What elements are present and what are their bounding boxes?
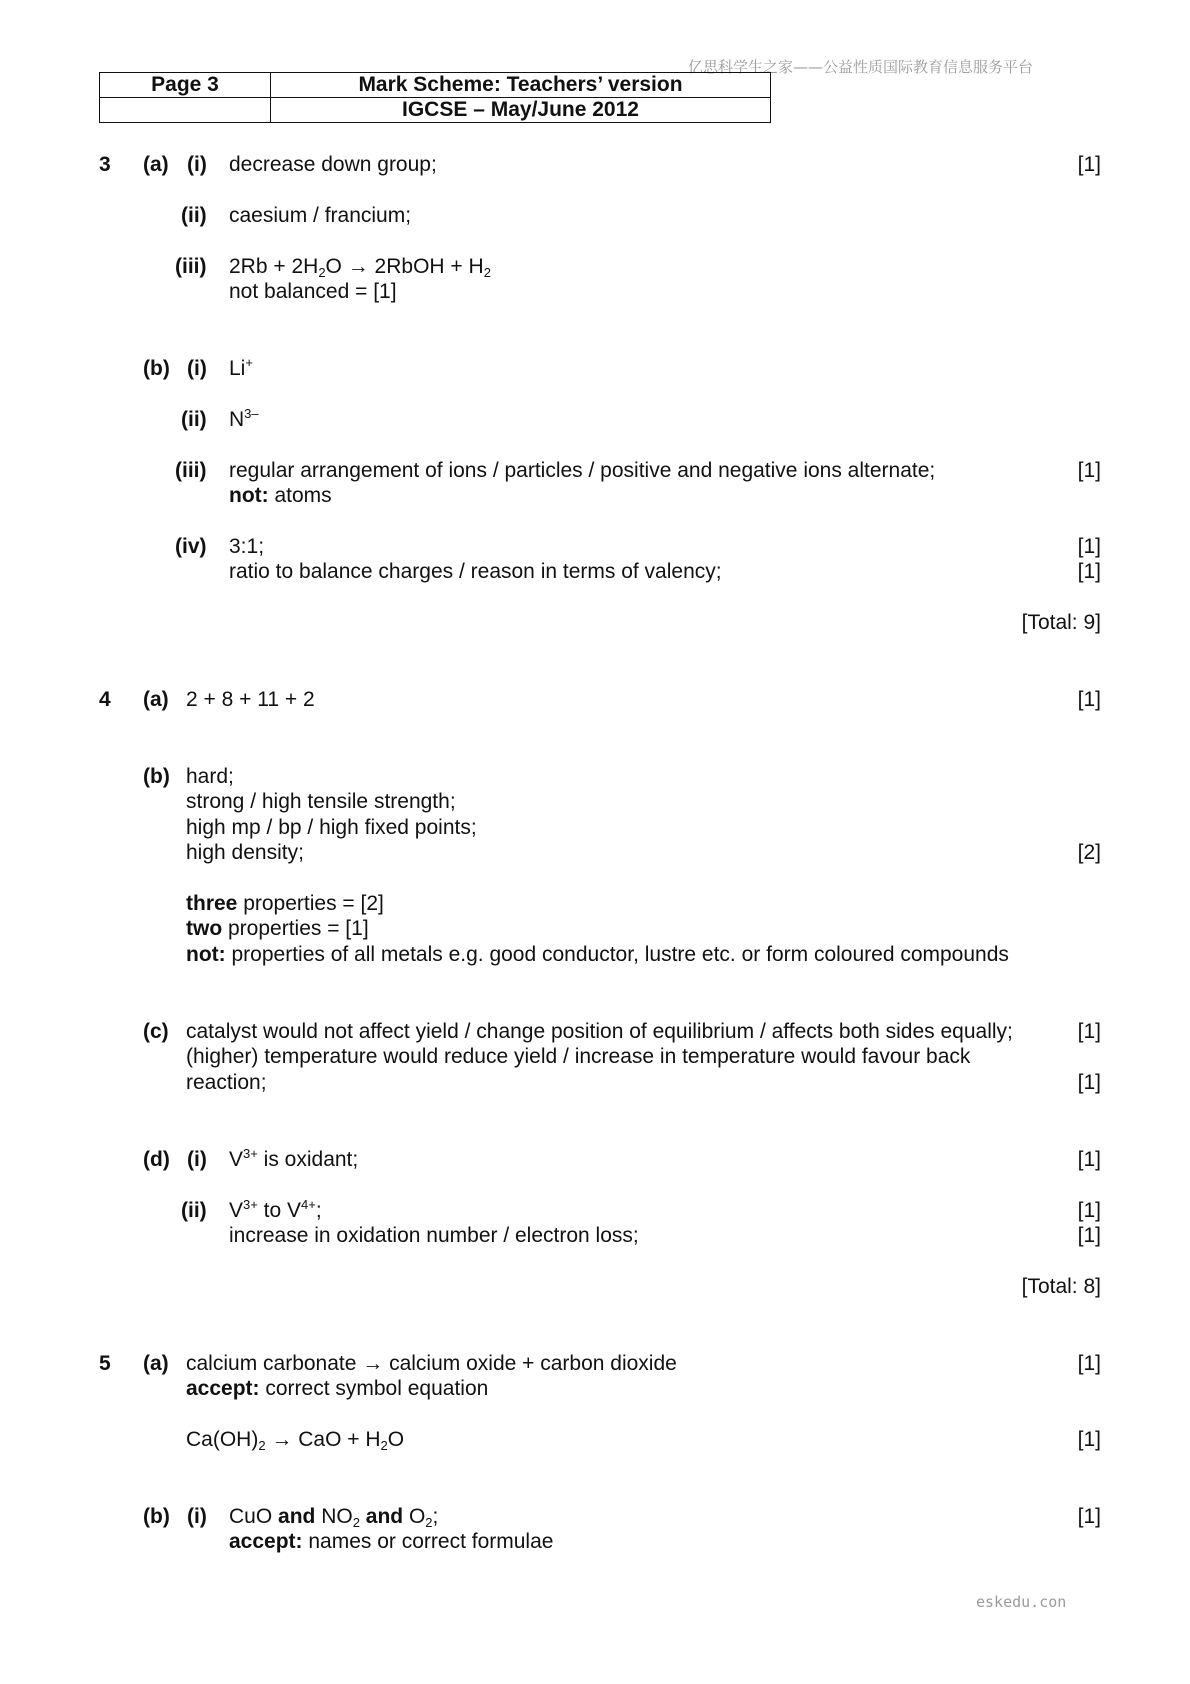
- q4-b-line: hard;: [186, 765, 234, 788]
- q3-total: [Total: 9]: [1021, 611, 1101, 634]
- ion-charge: 3+: [243, 1197, 258, 1212]
- q3-b-label: (b): [143, 357, 170, 380]
- q4-total: [Total: 8]: [1021, 1275, 1101, 1298]
- q3-a-i-mark: [1]: [1077, 153, 1101, 176]
- accept-label: accept:: [229, 1530, 303, 1553]
- ion-symbol: V: [229, 1148, 244, 1171]
- q5-b-i-label: (i): [187, 1505, 207, 1528]
- q4-d-ii-label: (ii): [181, 1199, 207, 1222]
- q5-b-label: (b): [143, 1505, 170, 1528]
- not-label: not:: [186, 943, 226, 966]
- rule-text: properties = [2]: [237, 892, 384, 915]
- eq-subscript: 2: [425, 1515, 433, 1530]
- q4-b-line: high density;: [186, 841, 304, 864]
- q3-b-iii-not: [229, 483, 332, 508]
- and-word: and: [359, 1505, 404, 1528]
- q4-a-label: (a): [143, 688, 169, 711]
- q4-d-label: (d): [143, 1148, 170, 1171]
- q4-c-line2: (higher) temperature would reduce yield / increase in temperature would favour back: [186, 1045, 971, 1068]
- q4-c-mark1: [1]: [1077, 1020, 1101, 1043]
- ion-charge: 3+: [243, 1146, 258, 1161]
- not-text: properties of all metals e.g. good conductor, lustre etc. or form coloured compounds: [225, 943, 1009, 966]
- text-end: ;: [315, 1199, 322, 1222]
- q4-b-line: strong / high tensile strength;: [186, 790, 456, 813]
- header-blank-cell: [100, 98, 271, 123]
- q5-b-i-accept: [229, 1529, 553, 1554]
- q5-a-mark1: [1]: [1077, 1352, 1101, 1375]
- q4-d-ii-line2: increase in oxidation number / electron loss;: [229, 1224, 639, 1247]
- eq-part: O: [387, 1428, 405, 1451]
- ion-charge: +: [245, 355, 253, 370]
- q5-a-accept: [186, 1376, 488, 1401]
- header-title: Mark Scheme: Teachers’ version: [271, 73, 771, 98]
- q3-b-iv-line1: 3:1;: [229, 535, 265, 558]
- q4-d-i-label: (i): [187, 1148, 207, 1171]
- q4-c-line3: reaction;: [186, 1071, 267, 1094]
- accept-text: names or correct formulae: [302, 1530, 554, 1553]
- and-word: and: [278, 1505, 316, 1528]
- ion-charge: 4+: [301, 1197, 316, 1212]
- q4-c-mark2: [1]: [1077, 1071, 1101, 1094]
- header-table: [99, 72, 771, 123]
- eq-part: → CaO + H: [265, 1428, 381, 1451]
- not-text: atoms: [268, 484, 332, 507]
- ion-symbol: Li: [229, 357, 246, 380]
- q4-number: 4: [99, 688, 111, 711]
- eq-part: O → 2RbOH + H: [325, 255, 484, 278]
- eq-subscript: 2: [380, 1438, 388, 1453]
- formula: NO: [315, 1505, 353, 1528]
- q4-c-label: (c): [143, 1020, 169, 1043]
- q3-b-ii-label: (ii): [181, 408, 207, 431]
- not-label: not:: [229, 484, 269, 507]
- q4-b-rule-three: [186, 891, 384, 916]
- rule-keyword: three: [186, 892, 238, 915]
- q3-a-label: (a): [143, 153, 169, 176]
- q4-a-text: 2 + 8 + 11 + 2: [186, 688, 315, 711]
- q4-a-mark: [1]: [1077, 688, 1101, 711]
- q3-b-iv-mark1: [1]: [1077, 535, 1101, 558]
- eq-subscript: 2: [318, 265, 326, 280]
- rule-keyword: two: [186, 917, 223, 940]
- q5-a-label: (a): [143, 1352, 169, 1375]
- q3-a-ii-text: caesium / francium;: [229, 204, 412, 227]
- q3-number: 3: [99, 153, 111, 176]
- formula: ;: [432, 1505, 439, 1528]
- rule-text: properties = [1]: [222, 917, 369, 940]
- ion-symbol: N: [229, 408, 245, 431]
- q5-a-mark2: [1]: [1077, 1428, 1101, 1451]
- q3-a-ii-label: (ii): [181, 204, 207, 227]
- watermark-text: 亿思科学生之家——公益性质国际教育信息服务平台: [688, 58, 1034, 76]
- q4-d-ii-mark2: [1]: [1077, 1224, 1101, 1247]
- text-rest: is oxidant;: [257, 1148, 359, 1171]
- header-exam: IGCSE – May/June 2012: [271, 98, 771, 123]
- eq-part: Ca(OH): [186, 1428, 259, 1451]
- q3-a-i-text: decrease down group;: [229, 153, 437, 176]
- text-mid: to V: [257, 1199, 302, 1222]
- q4-c-line1: catalyst would not affect yield / change position of equilibrium / affects both sides equally;: [186, 1020, 1013, 1043]
- footer-text: eskedu.con: [976, 1593, 1067, 1611]
- q5-number: 5: [99, 1352, 111, 1375]
- q5-a-equation: [186, 1427, 404, 1452]
- q3-a-iii-label: (iii): [175, 255, 207, 278]
- q4-b-rule-two: [186, 916, 369, 941]
- q3-b-i-text: [229, 356, 253, 381]
- formula: CuO: [229, 1505, 279, 1528]
- q3-b-iii-text: regular arrangement of ions / particles / positive and negative ions alternate;: [229, 459, 936, 482]
- formula: O: [403, 1505, 426, 1528]
- q4-d-ii-mark1: [1]: [1077, 1199, 1101, 1222]
- q4-b-mark: [2]: [1077, 841, 1101, 864]
- q4-d-ii-line1: [229, 1198, 322, 1223]
- q4-b-label: (b): [143, 765, 170, 788]
- eq-part: 2Rb + 2H: [229, 255, 319, 278]
- q3-a-iii-equation: [229, 254, 491, 279]
- q3-a-i-label: (i): [187, 153, 207, 176]
- q4-b-line: high mp / bp / high fixed points;: [186, 816, 477, 839]
- accept-label: accept:: [186, 1377, 260, 1400]
- q4-b-not: [186, 942, 1009, 967]
- eq-subscript: 2: [483, 265, 491, 280]
- q3-b-iii-mark: [1]: [1077, 459, 1101, 482]
- q3-b-iv-mark2: [1]: [1077, 560, 1101, 583]
- eq-subscript: 2: [258, 1438, 266, 1453]
- ion-symbol: V: [229, 1199, 244, 1222]
- page-number: Page 3: [100, 73, 271, 98]
- eq-subscript: 2: [352, 1515, 360, 1530]
- q4-d-i-text: [229, 1147, 358, 1172]
- ion-charge: 3–: [244, 406, 259, 421]
- q3-b-iv-line2: ratio to balance charges / reason in terms of valency;: [229, 560, 722, 583]
- q3-b-i-label: (i): [187, 357, 207, 380]
- q5-b-i-text: [229, 1504, 438, 1529]
- q3-b-ii-text: [229, 407, 259, 432]
- q4-d-i-mark: [1]: [1077, 1148, 1101, 1171]
- q3-b-iii-label: (iii): [175, 459, 207, 482]
- q3-b-iv-label: (iv): [175, 535, 207, 558]
- accept-text: correct symbol equation: [259, 1377, 489, 1400]
- q5-a-line1: calcium carbonate → calcium oxide + carbon dioxide: [186, 1352, 677, 1375]
- q5-b-i-mark: [1]: [1077, 1505, 1101, 1528]
- q3-a-iii-note: not balanced = [1]: [229, 280, 397, 303]
